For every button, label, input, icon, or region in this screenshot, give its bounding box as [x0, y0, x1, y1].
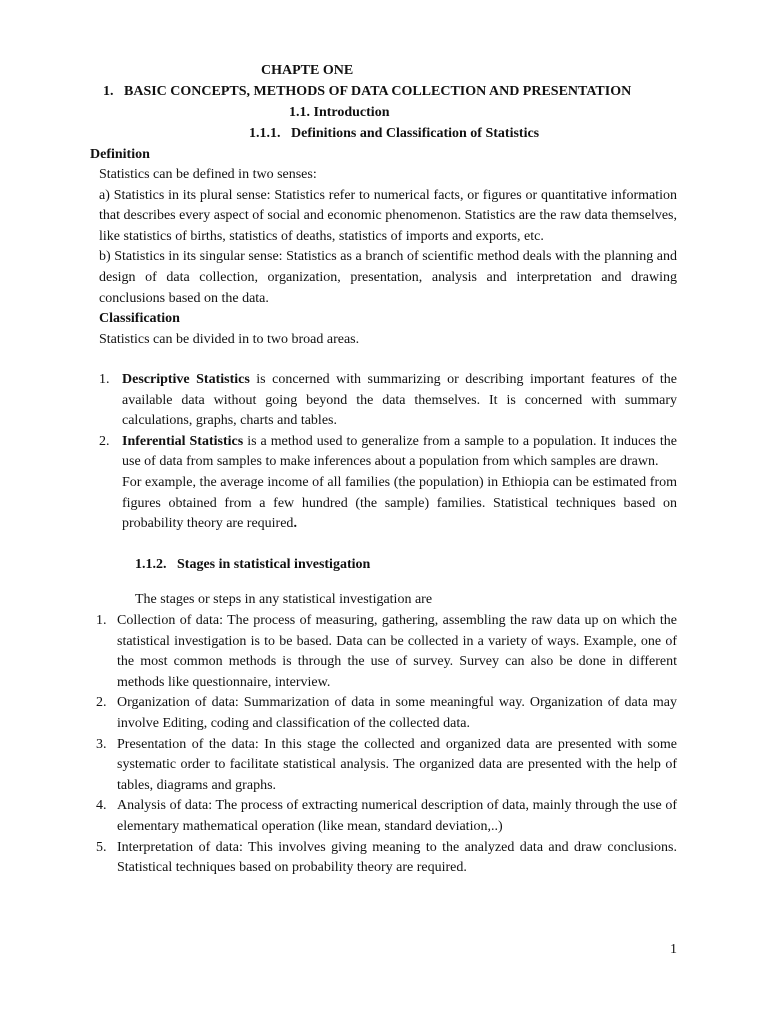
subsubsection-text: Definitions and Classification of Statistics — [291, 126, 540, 141]
stages-heading — [135, 555, 370, 576]
subsubsection-number: 1.1.1. — [249, 126, 281, 141]
item-term: Descriptive Statistics — [122, 372, 250, 387]
section-title — [103, 82, 631, 103]
classification-item — [99, 432, 677, 535]
item-example — [122, 473, 677, 535]
stages-heading-text: Stages in statistical investigation — [177, 557, 371, 572]
stage-text: Organization of data: Summarization of data in some meaningful way. Organization of data may involve Editing, coding and classification of the collected data. — [117, 695, 677, 731]
stage-number: 5. — [96, 839, 107, 855]
stage-item — [96, 611, 677, 693]
stage-item — [96, 838, 677, 879]
classification-item — [99, 370, 677, 432]
section-text: BASIC CONCEPTS, METHODS OF DATA COLLECTION AND PRESENTATION — [124, 84, 632, 99]
definition-section — [99, 165, 677, 350]
item-number: 2. — [99, 433, 110, 449]
definition-intro: Statistics can be defined in two senses: — [99, 167, 317, 182]
stages-intro: The stages or steps in any statistical investigation are — [135, 592, 433, 607]
definition-heading: Definition — [90, 147, 150, 162]
classification-intro: Statistics can be divided in to two broad areas. — [99, 331, 360, 347]
subsection-title: 1.1. Introduction — [289, 105, 390, 120]
definition-singular: b) Statistics in its singular sense: Statistics as a branch of scientific method deals with the planning and design of data collection, organization, presentation, analysis and interpretation and drawing conclusions based on the data. — [99, 249, 677, 306]
item-body — [122, 432, 677, 535]
item-paragraph — [122, 432, 677, 473]
stage-text: Collection of data: The process of measuring, gathering, assembling the raw data up on which the statistical investigation is to be based. Data can be collected in a variety of ways. Example, one of the most common methods is through the use of survey. Survey can also be done in different methods like questionnaire, interview. — [117, 613, 677, 690]
item-term: Inferential Statistics — [122, 433, 244, 449]
stage-text: Presentation of the data: In this stage the collected and organized data are presented with some systematic order to facilitate statistical analysis. The organized data are presented with the help of tables, diagrams and graphs. — [117, 736, 677, 793]
stage-number: 1. — [96, 613, 107, 628]
item-number: 1. — [99, 372, 110, 387]
stage-text: Analysis of data: The process of extracting numerical description of data, mainly through the use of elementary mathematical operation (like mean, standard deviation,..) — [117, 798, 677, 834]
stage-number: 2. — [96, 695, 107, 711]
item-text: is a method used to generalize from a sample to a population. It induces the use of data from samples to make inferences about a population from which samples are drawn. — [122, 433, 677, 470]
definition-plural: a) Statistics in its plural sense: Statistics refer to numerical facts, or figures or quantitative information that describes every aspect of social and economic phenomenon. Statistics are the raw data themselves, like statistics of births, statistics of deaths, statistics of imports and exports, etc. — [99, 187, 677, 244]
stages-heading-number: 1.1.2. — [135, 557, 167, 572]
classification-heading: Classification — [99, 311, 180, 327]
stage-text: Interpretation of data: This involves giving meaning to the analyzed data and draw conclusions. Statistical techniques based on probability theory are required. — [117, 839, 677, 876]
stage-number: 3. — [96, 736, 107, 752]
stages-list — [96, 611, 677, 879]
stage-item — [96, 735, 677, 797]
classification-list — [99, 370, 677, 535]
example-text: For example, the average income of all families (the population) in Ethiopia can be estimated from figures obtained from a few hundred (the sample) families. Statistical techniques based on probability theory are required — [122, 474, 677, 532]
example-period: . — [293, 516, 297, 532]
stage-number: 4. — [96, 798, 107, 814]
stage-item — [96, 796, 677, 837]
section-number: 1. — [103, 84, 114, 99]
stage-item — [96, 693, 677, 734]
subsubsection-title — [249, 124, 539, 145]
chapter-title: CHAPTE ONE — [261, 63, 354, 78]
page-number: 1 — [670, 942, 677, 957]
item-text: is concerned with summarizing or describing important features of the available data without going beyond the data themselves. It is concerned with summary calculations, graphs, charts and tables. — [122, 372, 677, 429]
item-body — [122, 370, 677, 432]
